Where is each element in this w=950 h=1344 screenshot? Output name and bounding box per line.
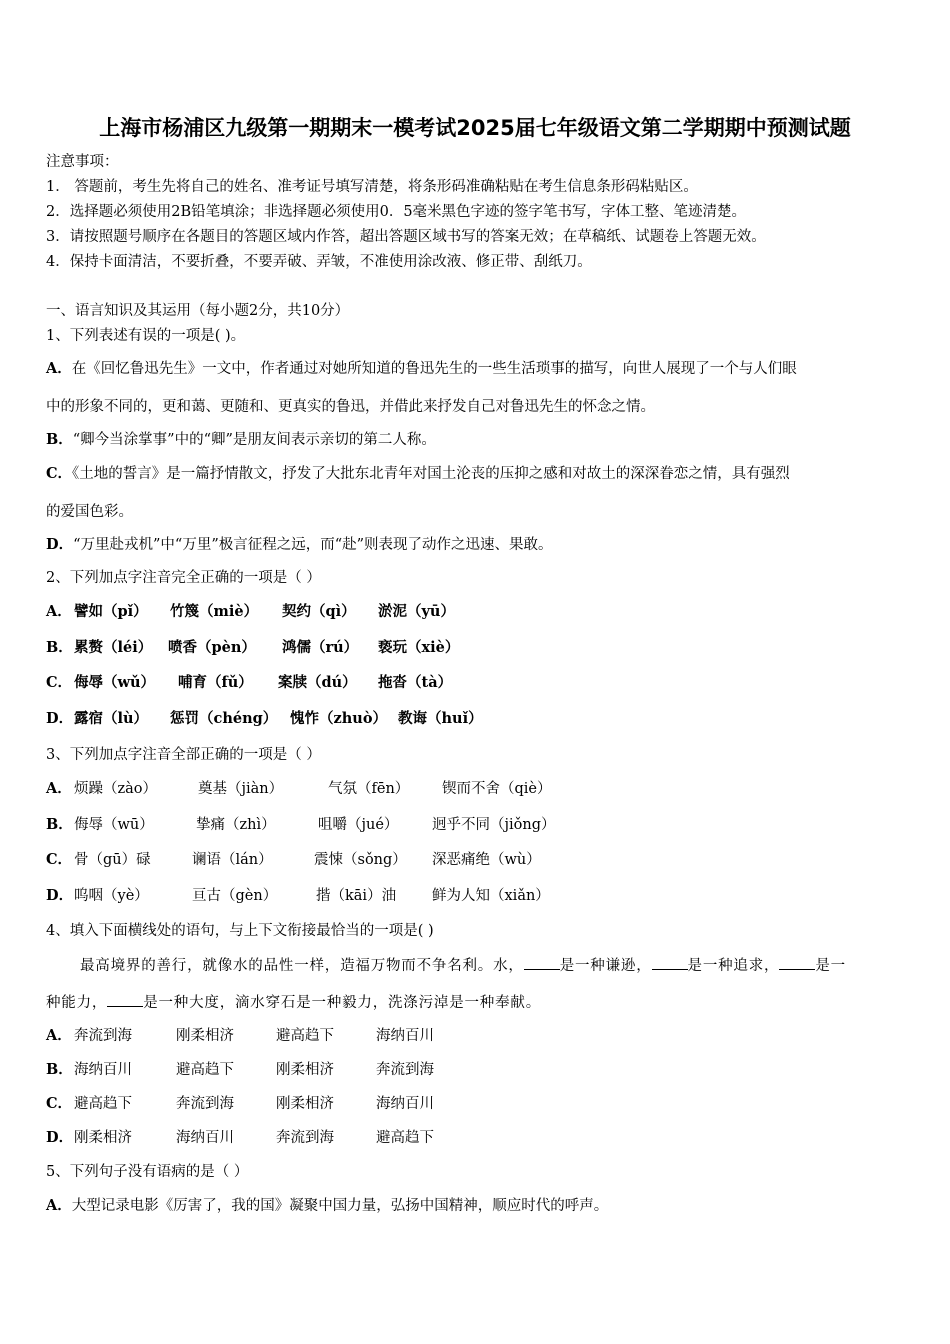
option-item: 愧怍（zhuò） [290, 710, 387, 727]
option-item: 露宿（lù） [74, 710, 149, 727]
question-4-passage-line-1 [80, 955, 846, 976]
option-item: 喷香（pèn） [168, 639, 256, 656]
option-item: 亵玩（xiè） [378, 639, 460, 656]
option-item: 烦躁（zào） [74, 781, 158, 797]
option-item: 呜咽（yè） [74, 888, 149, 904]
option-item: 奔流到海 [74, 1028, 132, 1044]
option-item: 气氛（fēn） [328, 781, 410, 797]
question-1-option-a-cont: 中的形象不同的，更和蔼、更随和、更真实的鲁迅，并借此来抒发自己对鲁迅先生的怀念之情。 [46, 399, 655, 415]
question-4-passage-line-2 [46, 992, 541, 1013]
option-item: 侮辱（wǔ） [74, 674, 156, 691]
option-item: 迥乎不同（jiǒng） [432, 817, 556, 833]
option-item: 避高趋下 [276, 1028, 334, 1044]
question-5-option-a [46, 1196, 608, 1216]
option-item: 挚痛（zhì） [196, 817, 276, 833]
notice-item: 4．保持卡面清洁，不要折叠，不要弄破、弄皱，不准使用涂改液、修正带、刮纸刀。 [46, 254, 592, 270]
question-1-option-c [46, 464, 790, 484]
option-item: 亘古（gèn） [192, 888, 278, 904]
option-item: 奠基（jiàn） [198, 781, 284, 797]
passage-text: 是一 [815, 958, 846, 974]
notice-item: 2．选择题必须使用2B铅笔填涂；非选择题必须使用0．5毫米黑色字迹的签字笔书写，字体工整、笔迹清楚。 [46, 204, 747, 220]
question-1-stem: 1、下列表述有误的一项是( )。 [46, 328, 246, 344]
option-item: 奔流到海 [376, 1062, 434, 1078]
question-3-stem: 3、下列加点字注音全部正确的一项是（ ） [46, 747, 321, 763]
option-label: D． [46, 710, 74, 727]
option-item: 海纳百川 [376, 1096, 434, 1112]
option-label: C． [46, 465, 73, 482]
notice-item: 1． 答题前，考生先将自己的姓名、准考证号填写清楚，将条形码准确粘贴在考生信息条形码粘贴区。 [46, 179, 698, 195]
notice-item: 3．请按照题号顺序在各题目的答题区域内作答，超出答题区域书写的答案无效；在草稿纸、试题卷上答题无效。 [46, 229, 766, 245]
option-item: 刚柔相济 [276, 1062, 334, 1078]
option-item: 避高趋下 [376, 1130, 434, 1146]
option-item: 鲜为人知（xiǎn） [432, 888, 550, 904]
option-item: 海纳百川 [74, 1062, 132, 1078]
option-item: 契约（qì） [282, 603, 356, 620]
option-label: B． [46, 431, 73, 448]
option-label: D． [46, 887, 74, 904]
question-1-option-b [46, 430, 436, 450]
option-item: 避高趋下 [74, 1096, 132, 1112]
option-item: 教诲（huǐ） [398, 710, 483, 727]
option-item: 侮辱（wū） [74, 817, 154, 833]
option-item: 案牍（dú） [278, 674, 357, 691]
option-label: B． [46, 639, 73, 656]
option-item: 海纳百川 [176, 1130, 234, 1146]
option-label: C． [46, 851, 73, 868]
option-label: A． [46, 780, 72, 797]
option-item: 刚柔相济 [176, 1028, 234, 1044]
question-1-option-c-cont: 的爱国色彩。 [46, 504, 133, 520]
notice-heading: 注意事项： [46, 154, 119, 170]
option-item: 骨（gū）碌 [74, 852, 151, 868]
option-label: C． [46, 1095, 73, 1112]
option-label: A． [46, 603, 72, 620]
option-label: A． [46, 360, 72, 377]
option-label: C． [46, 674, 73, 691]
option-label: D． [46, 1129, 74, 1146]
question-2-stem: 2、下列加点字注音完全正确的一项是（ ） [46, 570, 321, 586]
question-1-option-a [46, 359, 797, 379]
passage-text: 种能力， [46, 995, 108, 1011]
option-text: 《土地的誓言》是一篇抒情散文，抒发了大批东北青年对国土沦丧的压抑之感和对故土的深深眷恋之情，具有强烈 [72, 466, 790, 482]
passage-text: 最高境界的善行，就像水的品性一样，造福万物而不争名利。水， [80, 958, 524, 974]
option-item: 竹篾（miè） [170, 603, 259, 620]
option-item: 震悚（sǒng） [314, 852, 407, 868]
option-item: 避高趋下 [176, 1062, 234, 1078]
question-4-stem: 4、填入下面横线处的语句，与上下文衔接最恰当的一项是( ) [46, 923, 434, 939]
option-item: 淤泥（yū） [378, 603, 455, 620]
option-label: D． [46, 536, 74, 553]
option-item: 刚柔相济 [276, 1096, 334, 1112]
option-item: 咀嚼（jué） [318, 817, 399, 833]
option-item: 深恶痛绝（wù） [432, 852, 541, 868]
passage-text: 是一种大度，滴水穿石是一种毅力，洗涤污淖是一种奉献。 [143, 995, 542, 1011]
option-item: 奔流到海 [176, 1096, 234, 1112]
question-5-stem: 5、下列句子没有语病的是（ ） [46, 1164, 249, 1180]
option-item: 惩罚（chéng） [170, 710, 278, 727]
option-item: 奔流到海 [276, 1130, 334, 1146]
option-label: B． [46, 816, 73, 833]
option-item: 海纳百川 [376, 1028, 434, 1044]
section-heading: 一、语言知识及其运用（每小题2分，共10分） [46, 303, 350, 319]
option-item: 累赘（léi） [74, 639, 153, 656]
option-item: 刚柔相济 [74, 1130, 132, 1146]
option-label: A． [46, 1197, 72, 1214]
option-item: 谰语（lán） [192, 852, 273, 868]
option-text: “卿今当涂掌事”中的“卿”是朋友间表示亲切的第二人称。 [72, 432, 436, 448]
fill-blank [107, 992, 143, 1007]
option-label: B． [46, 1061, 73, 1078]
fill-blank [779, 955, 815, 970]
option-text: 大型记录电影《厉害了，我的国》凝聚中国力量，弘扬中国精神，顺应时代的呼声。 [71, 1198, 609, 1214]
fill-blank [524, 955, 560, 970]
option-text: 在《回忆鲁迅先生》一文中，作者通过对她所知道的鲁迅先生的一些生活琐事的描写，向世人展现了一个与人们眼 [71, 361, 797, 377]
option-item: 揩（kāi）油 [316, 888, 397, 904]
question-1-option-d [46, 535, 553, 555]
option-item: 譬如（pǐ） [74, 603, 148, 620]
option-item: 锲而不舍（qiè） [442, 781, 552, 797]
option-item: 哺育（fǔ） [178, 674, 253, 691]
option-label: A． [46, 1027, 72, 1044]
option-text: “万里赴戎机”中“万里”极言征程之远，而“赴”则表现了动作之迅速、果敢。 [73, 537, 553, 553]
page-title: 上海市杨浦区九级第一期期末一模考试2025届七年级语文第二学期期中预测试题 [99, 116, 851, 140]
option-item: 鸿儒（rú） [282, 639, 359, 656]
passage-text: 是一种追求， [687, 958, 780, 974]
fill-blank [652, 955, 688, 970]
passage-text: 是一种谦逊， [559, 958, 652, 974]
option-item: 拖沓（tà） [378, 674, 453, 691]
